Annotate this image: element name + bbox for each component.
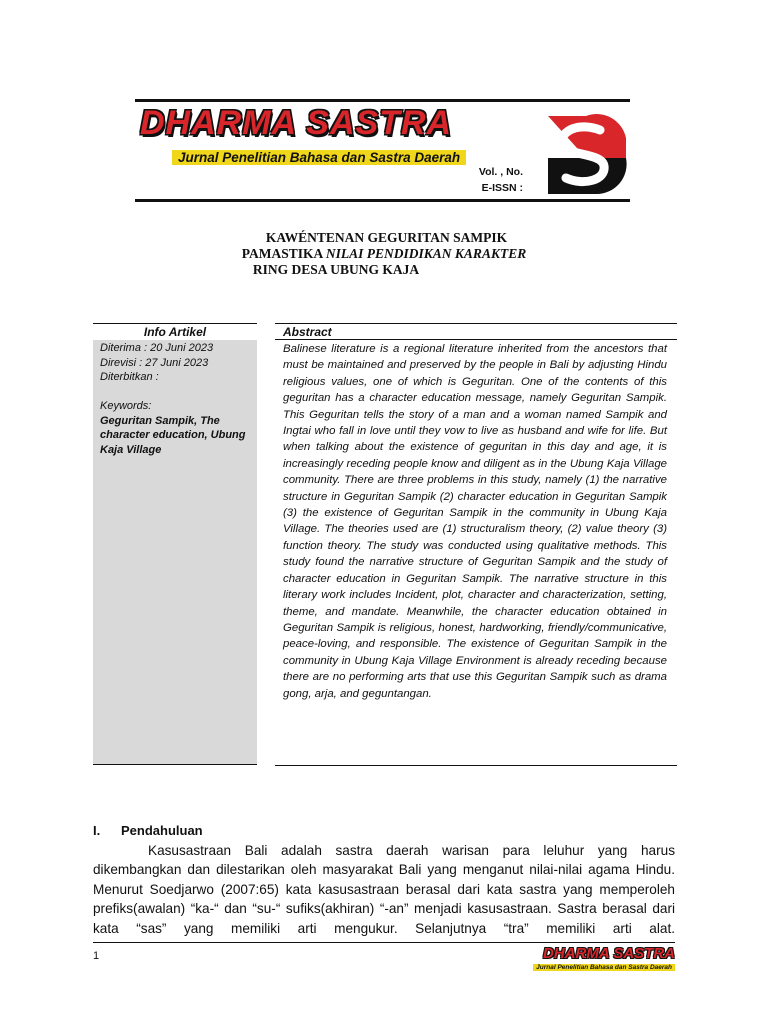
section-number: I.	[93, 823, 101, 838]
header-top-rule	[135, 99, 630, 102]
keywords-label: Keywords:	[100, 400, 152, 412]
published-date: Diterbitkan :	[100, 371, 159, 383]
received-date: Diterima : 20 Juni 2023	[100, 342, 214, 354]
paper-title-line2-prefix: PAMASTIKA	[241, 246, 326, 261]
journal-logo-icon	[540, 108, 630, 198]
paper-title	[150, 230, 618, 278]
footer-journal-logo: DHARMA SASTRA	[543, 945, 675, 962]
paper-title-line2	[150, 246, 618, 262]
keywords-list: Geguritan Sampik, The character education, Ubung Kaja Village	[100, 414, 246, 456]
footer-journal-subtitle: Jurnal Penelitian Bahasa dan Sastra Daerah	[533, 964, 675, 971]
abstract-heading: Abstract	[275, 323, 677, 340]
info-artikel-heading: Info Artikel	[93, 323, 257, 341]
paper-title-line2-italic: NILAI PENDIDIKAN KARAKTER	[325, 246, 527, 261]
journal-title: DHARMA SASTRA	[140, 104, 453, 142]
info-artikel-panel	[93, 340, 257, 765]
paper-title-line1: KAWÉNTENAN GEGURITAN SAMPIK	[265, 230, 508, 245]
page-number: 1	[93, 950, 100, 962]
journal-subtitle: Jurnal Penelitian Bahasa dan Sastra Daerah	[172, 150, 466, 165]
abstract-bottom-rule	[275, 765, 677, 766]
volume-number: Vol. , No.	[478, 166, 523, 178]
section-title: Pendahuluan	[121, 823, 203, 838]
abstract-text: Balinese literature is a regional literature inherited from the ancestors that must be maintained and preserved by the people in Bali by adjusting Hindu religious values, one of which is Geguritan. One of the contents of this geguritan has a character education message, namely Geguritan Sampik. This Geguritan tells the story of a man and a woman named Sampik and Ingtai who fall in love until they vow to live as husband and wife for life. But when talking about the existence of geguritan in this day and age, it is increasingly receding people know and diligent as in the Ubung Kaja Village community. There are three problems in this study, namely (1) the narrative structure in Geguritan Sampik (2) character education in Geguritan Sampik (3) the existence of Geguritan Sampik in the community in Ubung Kaja Village. The theories used are (1) structuralism theory, (2) value theory (3) function theory. The study was conducted using qualitative methods. This study found the narrative structure of Geguritan Sampik and the study of character education in Geguritan Sampik. The narrative structure in this literary work includes Incident, plot, character and characterization, setting, theme, and mandate. Meanwhile, the character education obtained in Geguritan Sampik is religious, honest, hardworking, friendly/communicative, peace-loving, and responsible. The existence of Geguritan Sampik in the community in Ubung Kaja Village Environment is already receding because there are no performing arts that use this Geguritan Sampik such as drama gong, arja, and geguntangan.	[283, 343, 667, 700]
paragraph-text: Kasusastraan Bali adalah sastra daerah warisan para leluhur yang harus dikembangkan dan dilestarikan oleh masyarakat Bali yang menganut nilai-nilai agama Hindu. Menurut Soedjarwo (2007:65) kata kasusastraan berasal dari kata sastra yang memperoleh prefiks(awalan) “ka-“ dan “su-“ sufiks(akhiran) “-an” menjadi kasusastraan. Sastra berasal dari kata “sas” yang memiliki arti mengukur. Selanjutnya “tra” memiliki arti alat.	[93, 843, 675, 936]
header-bottom-rule	[135, 199, 630, 202]
paper-title-line3: RING DESA UBUNG KAJA	[252, 262, 420, 277]
section-heading	[93, 823, 203, 838]
revised-date: Direvisi : 27 Juni 2023	[100, 356, 209, 369]
issn-label: E-ISSN :	[481, 182, 523, 194]
footer-rule	[93, 942, 675, 943]
body-paragraph	[93, 841, 675, 938]
